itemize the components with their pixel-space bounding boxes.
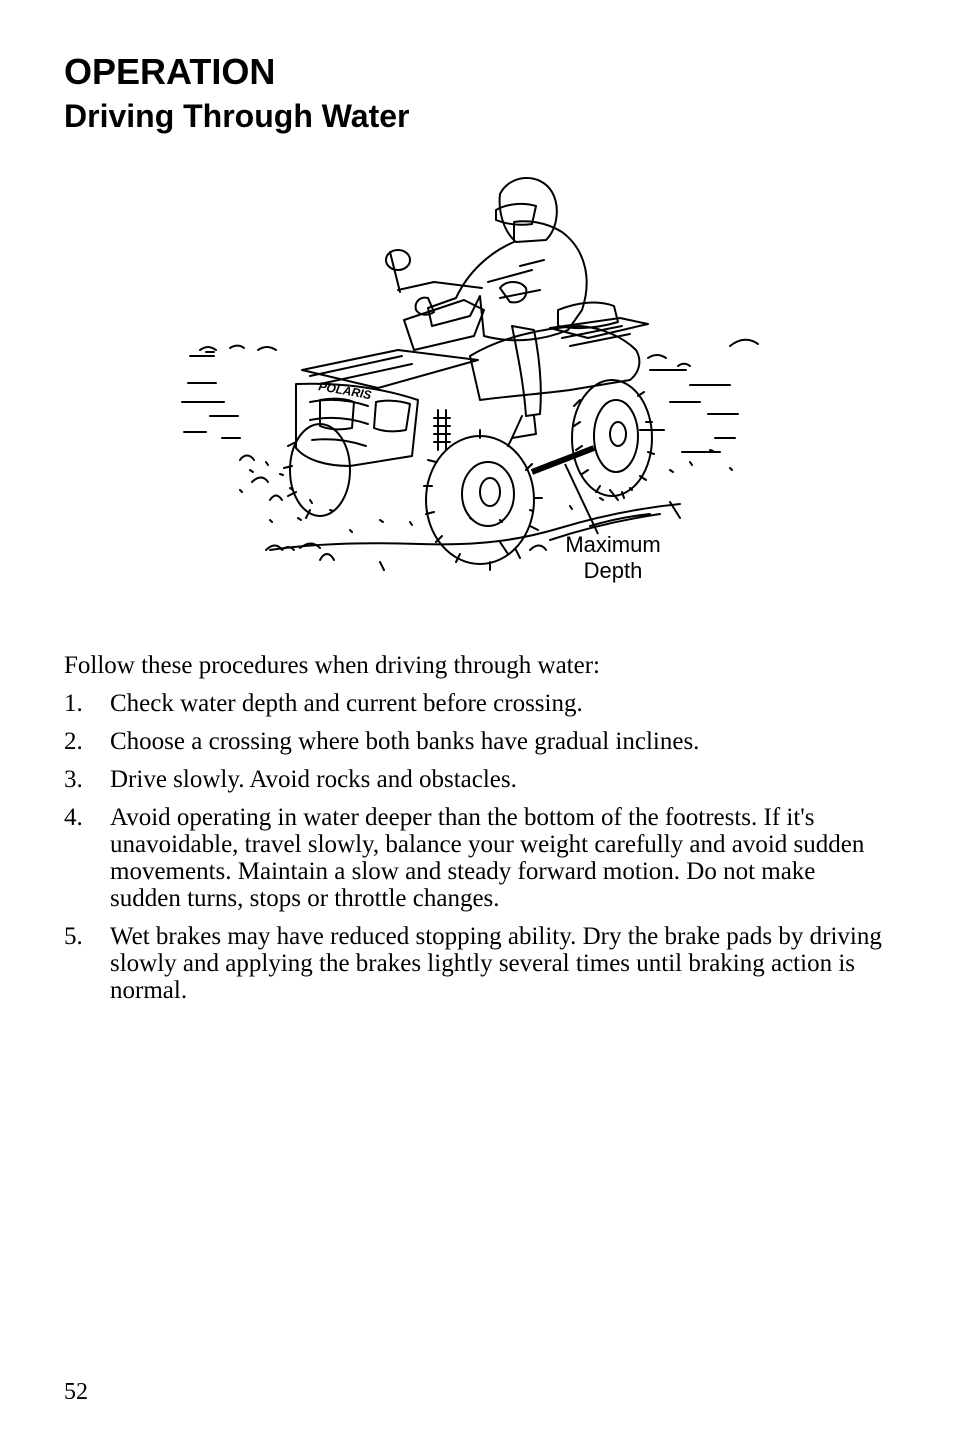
step-text: Wet brakes may have reduced stopping ability. Dry the brake pads by driving slowly and applying the brakes lightly several times until braking action is normal. xyxy=(110,923,882,1004)
section-title: OPERATION xyxy=(64,51,276,92)
callout-line-1: Maximum xyxy=(565,532,661,557)
step-text: Avoid operating in water deeper than the bottom of the footrests. If it's unavoidable, travel slowly, balance your weight carefully and avoid sudden movements. Maintain a slow and steady forward motion. Do not make sudden turns, stops or throttle changes. xyxy=(110,804,865,912)
rider-right-glove xyxy=(500,282,526,302)
list-item xyxy=(64,923,884,1004)
brand-logo: POLARIS xyxy=(317,379,373,403)
step-number: 2. xyxy=(64,728,83,755)
handlebar xyxy=(398,282,482,290)
mirror xyxy=(386,250,410,270)
callout-line-2: Depth xyxy=(583,558,643,583)
list-item xyxy=(64,804,884,912)
list-item xyxy=(64,766,884,793)
step-number: 5. xyxy=(64,923,83,950)
step-number: 1. xyxy=(64,690,83,717)
front-left-wheel xyxy=(290,424,350,516)
maximum-depth-callout xyxy=(548,532,678,584)
step-number: 3. xyxy=(64,766,83,793)
seat xyxy=(558,303,618,329)
procedure-body xyxy=(64,652,884,1015)
list-item xyxy=(64,690,884,717)
step-text: Drive slowly. Avoid rocks and obstacles. xyxy=(110,766,517,793)
rider-jacket xyxy=(428,221,587,340)
subsection-title: Driving Through Water xyxy=(64,98,410,134)
step-number: 4. xyxy=(64,804,83,831)
maximum-depth-bar xyxy=(532,448,594,472)
page-number: 52 xyxy=(64,1379,88,1405)
rear-wheel xyxy=(572,380,652,496)
step-text: Check water depth and current before crossing. xyxy=(110,690,583,717)
list-item xyxy=(64,728,884,755)
procedure-list xyxy=(64,690,884,1004)
intro-paragraph: Follow these procedures when driving through water: xyxy=(64,652,600,679)
step-text: Choose a crossing where both banks have gradual inclines. xyxy=(110,728,700,755)
helmet xyxy=(500,178,557,242)
